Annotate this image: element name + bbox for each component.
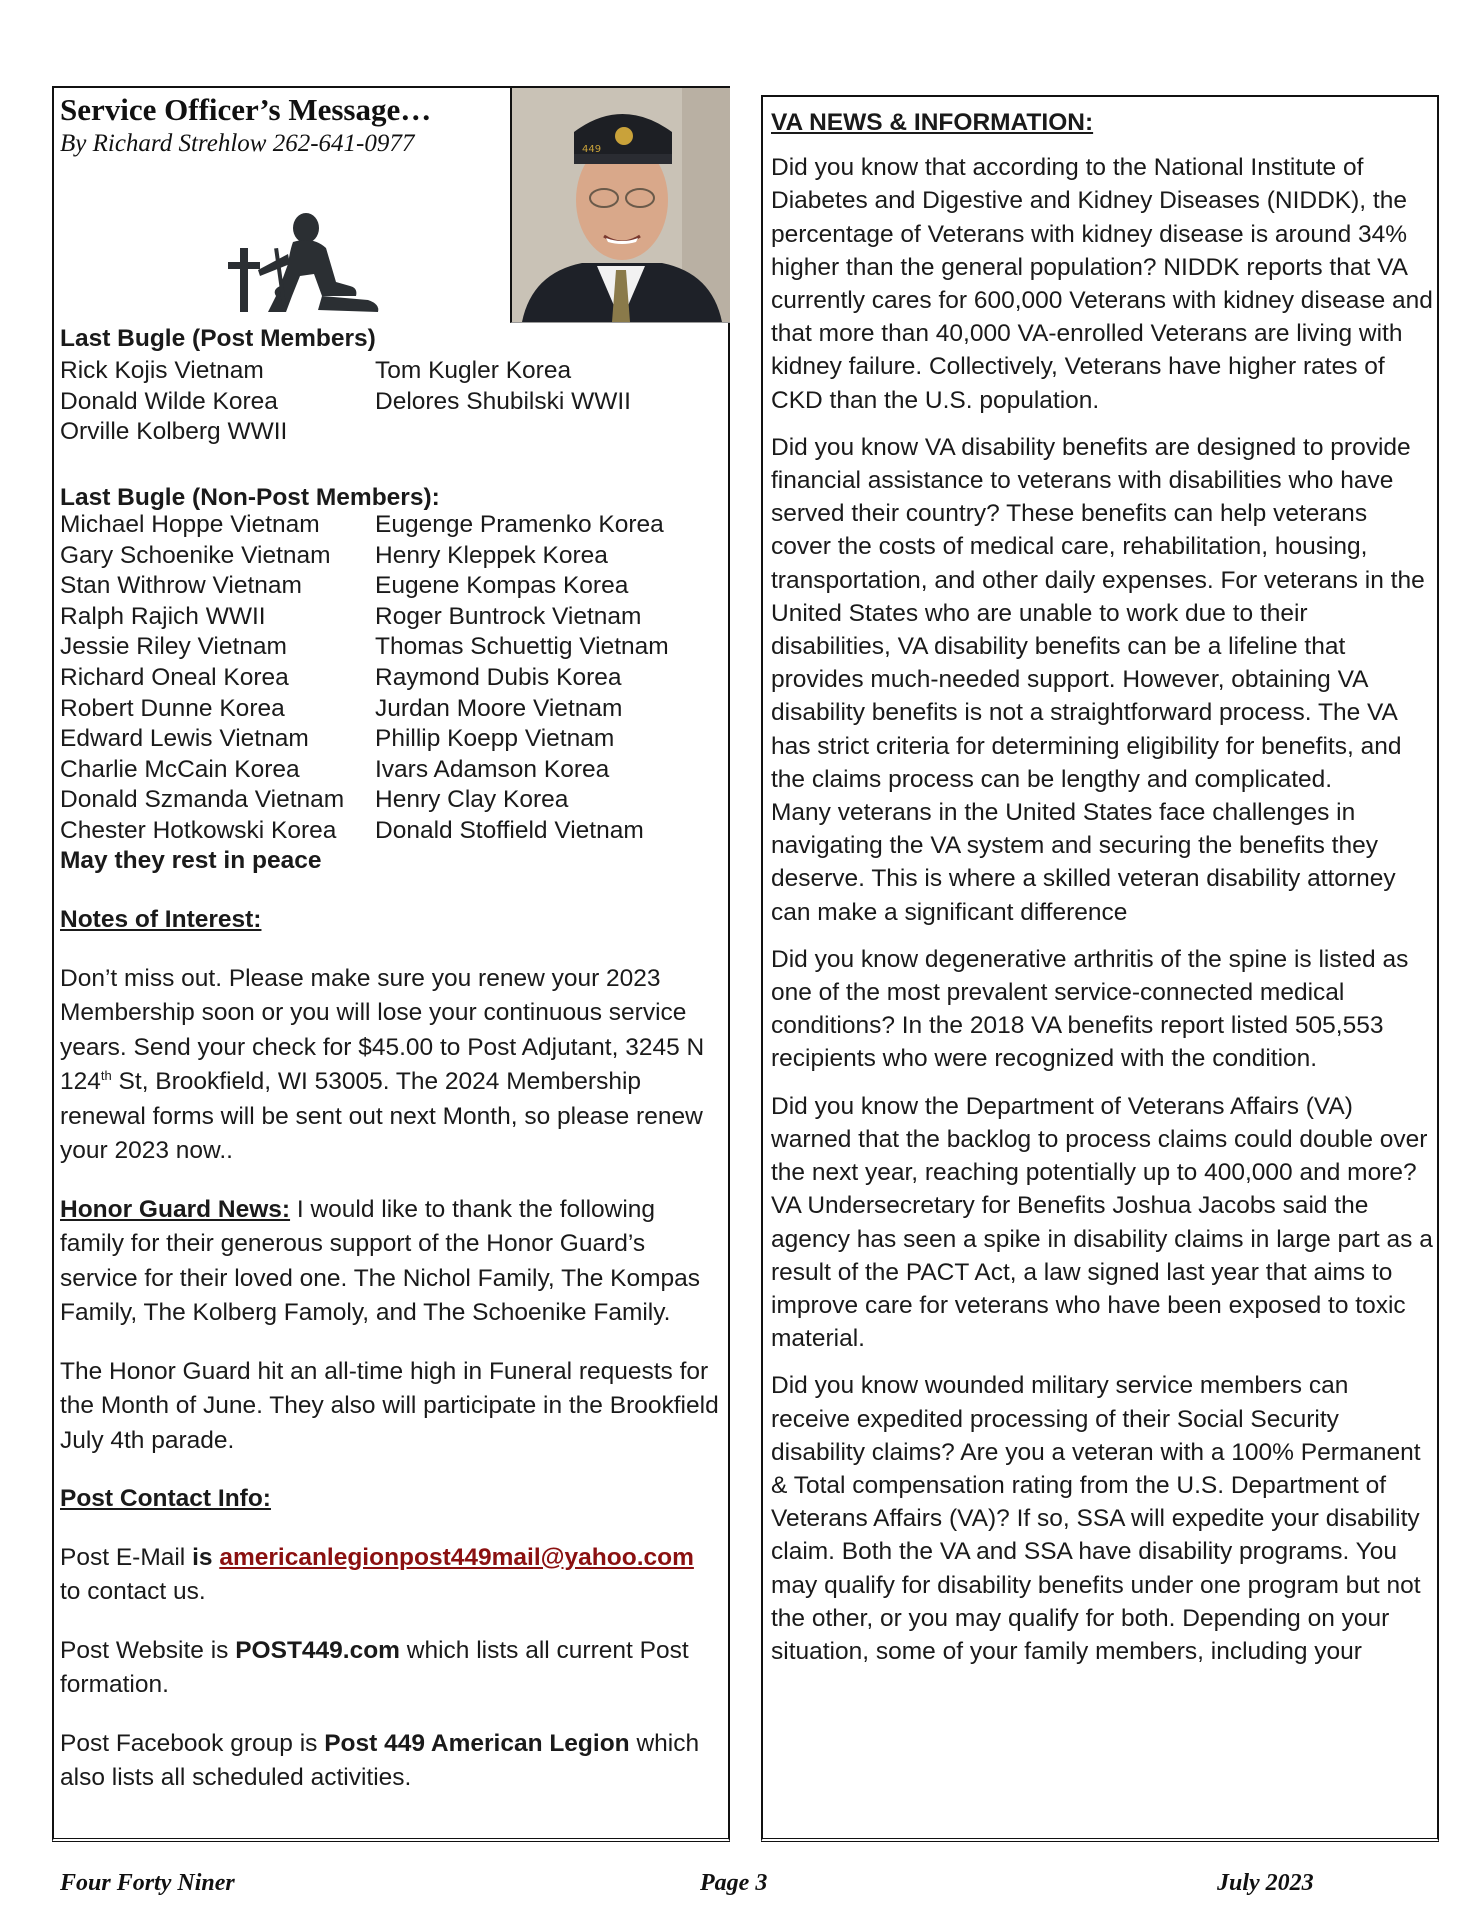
list-item: Donald Szmanda Vietnam — [60, 786, 345, 814]
officer-photo — [510, 88, 730, 323]
list-item: Jurdan Moore Vietnam — [375, 694, 623, 722]
list-item: Henry Clay Korea — [375, 786, 569, 814]
list-item: Gary Schoenike Vietnam — [60, 541, 331, 569]
svg-text:449: 449 — [582, 144, 602, 155]
honor-guard-heading: Honor Guard News: — [60, 1195, 291, 1223]
va-paragraph: Many veterans in the United States face challenges in navigating the VA system and securing the benefits they deserve. This is where a skilled veteran disability attorney can make a significant difference — [771, 799, 1396, 926]
list-item: Eugene Kompas Korea — [375, 572, 629, 600]
kneeling-soldier-icon — [218, 204, 394, 314]
list-item: Rick Kojis Vietnam — [60, 357, 264, 384]
list-item: Jessie Riley Vietnam — [60, 633, 287, 661]
va-paragraph: Did you know degenerative arthritis of the spine is listed as one of the most prevalent service-connected medical conditions? In the 2018 VA benefits report listed 505,553 recipients who were recognized with the condition. — [771, 945, 1409, 1073]
list-item: Eugenge Pramenko Korea — [375, 511, 664, 538]
contact-heading: Post Contact Info: — [60, 1485, 271, 1512]
list-item: Ivars Adamson Korea — [375, 755, 610, 783]
list-item: Richard Oneal Korea — [60, 663, 289, 691]
post-members-col2 — [375, 356, 631, 417]
rest-in-peace: May they rest in peace — [60, 847, 322, 874]
va-news-heading: VA NEWS & INFORMATION: — [771, 109, 1094, 136]
va-paragraph: Did you know the Department of Veterans Affairs (VA) warned that the backlog to process claims could double over the next year, reaching potentially up to 400,000 and more? VA Undersecretary for Benefits Joshua Jacobs said the agency has seen a spike in disability claims in large part as a result of the PACT Act, a law signed last year that aims to improve care for veterans who have been exposed to toxic material. — [771, 1092, 1433, 1353]
list-item: Orville Kolberg WWII — [60, 418, 288, 446]
facebook-name: Post 449 American Legion — [324, 1729, 630, 1757]
post-members-col1 — [60, 356, 287, 448]
list-item: Roger Buntrock Vietnam — [375, 602, 642, 630]
honor-guard-paragraph: Honor Guard News: I would like to thank the following family for their generous support of the Honor Guard’s service for their loved one. The Nichol Family, The Kompas Family, The Kolberg Famoly, and The Schoenike Family. — [60, 1195, 701, 1326]
last-bugle-nonpost-heading: Last Bugle (Non-Post Members): — [60, 484, 440, 511]
footer-date: July 2023 — [1217, 1870, 1314, 1896]
nonpost-col2 — [375, 510, 669, 847]
footer-publication: Four Forty Niner — [60, 1870, 235, 1896]
email-line: Post E-Mail is americanlegionpost449mail@yahoo.com to contact us. — [60, 1543, 694, 1605]
list-item: Phillip Koepp Vietnam — [375, 725, 615, 753]
list-item: Tom Kugler Korea — [375, 357, 572, 384]
list-item: Stan Withrow Vietnam — [60, 572, 302, 600]
website-line: Post Website is POST449.com which lists all current Post formation. — [60, 1636, 689, 1698]
page-title: Service Officer’s Message… — [60, 92, 432, 127]
notes-paragraph: Don’t miss out. Please make sure you renew your 2023 Membership soon or you will lose your continuous service years. Send your check for $45.00 to Post Adjutant, 3245 N 124th St, Brookfield, WI 53005. The 2024 Membership renewal forms will be sent out next Month, so please renew your 2023 now.. — [60, 964, 705, 1164]
list-item: Thomas Schuettig Vietnam — [375, 633, 669, 661]
list-item: Michael Hoppe Vietnam — [60, 511, 320, 538]
facebook-line: Post Facebook group is Post 449 American Legion which also lists all scheduled activities. — [60, 1729, 700, 1791]
notes-heading: Notes of Interest: — [60, 906, 262, 933]
honor-guard-paragraph-2: The Honor Guard hit an all-time high in Funeral requests for the Month of June. They also will participate in the Brookfield July 4th parade. — [60, 1357, 719, 1454]
list-item: Delores Shubilski WWII — [375, 387, 631, 415]
list-item: Donald Wilde Korea — [60, 387, 278, 415]
list-item: Edward Lewis Vietnam — [60, 725, 309, 753]
va-paragraph: Did you know VA disability benefits are designed to provide financial assistance to veterans with disabilities who have served their country? These benefits can help veterans cover the costs of medical care, rehabilitation, housing, transportation, and other daily expenses. For veterans in the United States who are unable to work due to their disabilities, VA disability benefits can be a lifeline that provides much-needed support. However, obtaining VA disability benefits is not a straightforward process. The VA has strict criteria for determining eligibility for benefits, and the claims process can be lengthy and complicated. — [771, 433, 1425, 793]
list-item: Henry Kleppek Korea — [375, 541, 608, 569]
va-paragraph: Did you know that according to the National Institute of Diabetes and Digestive and Kidney Diseases (NIDDK), the percentage of Veterans with kidney disease is around 34% higher than the general population? NIDDK reports that VA currently cares for 600,000 Veterans with kidney disease and that more than 40,000 VA-enrolled Veterans are living with kidney failure. Collectively, Veterans have higher rates of CKD than the U.S. population. — [771, 154, 1433, 414]
list-item: Raymond Dubis Korea — [375, 663, 622, 691]
va-paragraph: Did you know wounded military service members can receive expedited processing of their Social Security disability claims? Are you a veteran with a 100% Permanent & Total compensation rating from the U.S. Department of Veterans Affairs (VA)? If so, SSA will expedite your disability claim. Both the VA and SSA have disability programs. You may qualify for disability benefits under one program but not the other, or you may qualify for both. Depending on your situation, some of your family members, including your — [771, 1372, 1421, 1665]
list-item: Donald Stoffield Vietnam — [375, 816, 644, 844]
email-link[interactable]: americanlegionpost449mail@yahoo.com — [219, 1543, 694, 1571]
list-item: Chester Hotkowski Korea — [60, 816, 337, 844]
last-bugle-post-heading: Last Bugle (Post Members) — [60, 325, 376, 352]
nonpost-col1 — [60, 510, 344, 847]
list-item: Ralph Rajich WWII — [60, 602, 266, 630]
byline: By Richard Strehlow 262-641-0977 — [60, 130, 415, 157]
list-item: Charlie McCain Korea — [60, 755, 300, 783]
website-name: POST449.com — [235, 1636, 400, 1664]
footer-page-number: Page 3 — [700, 1870, 768, 1896]
list-item: Robert Dunne Korea — [60, 694, 285, 722]
